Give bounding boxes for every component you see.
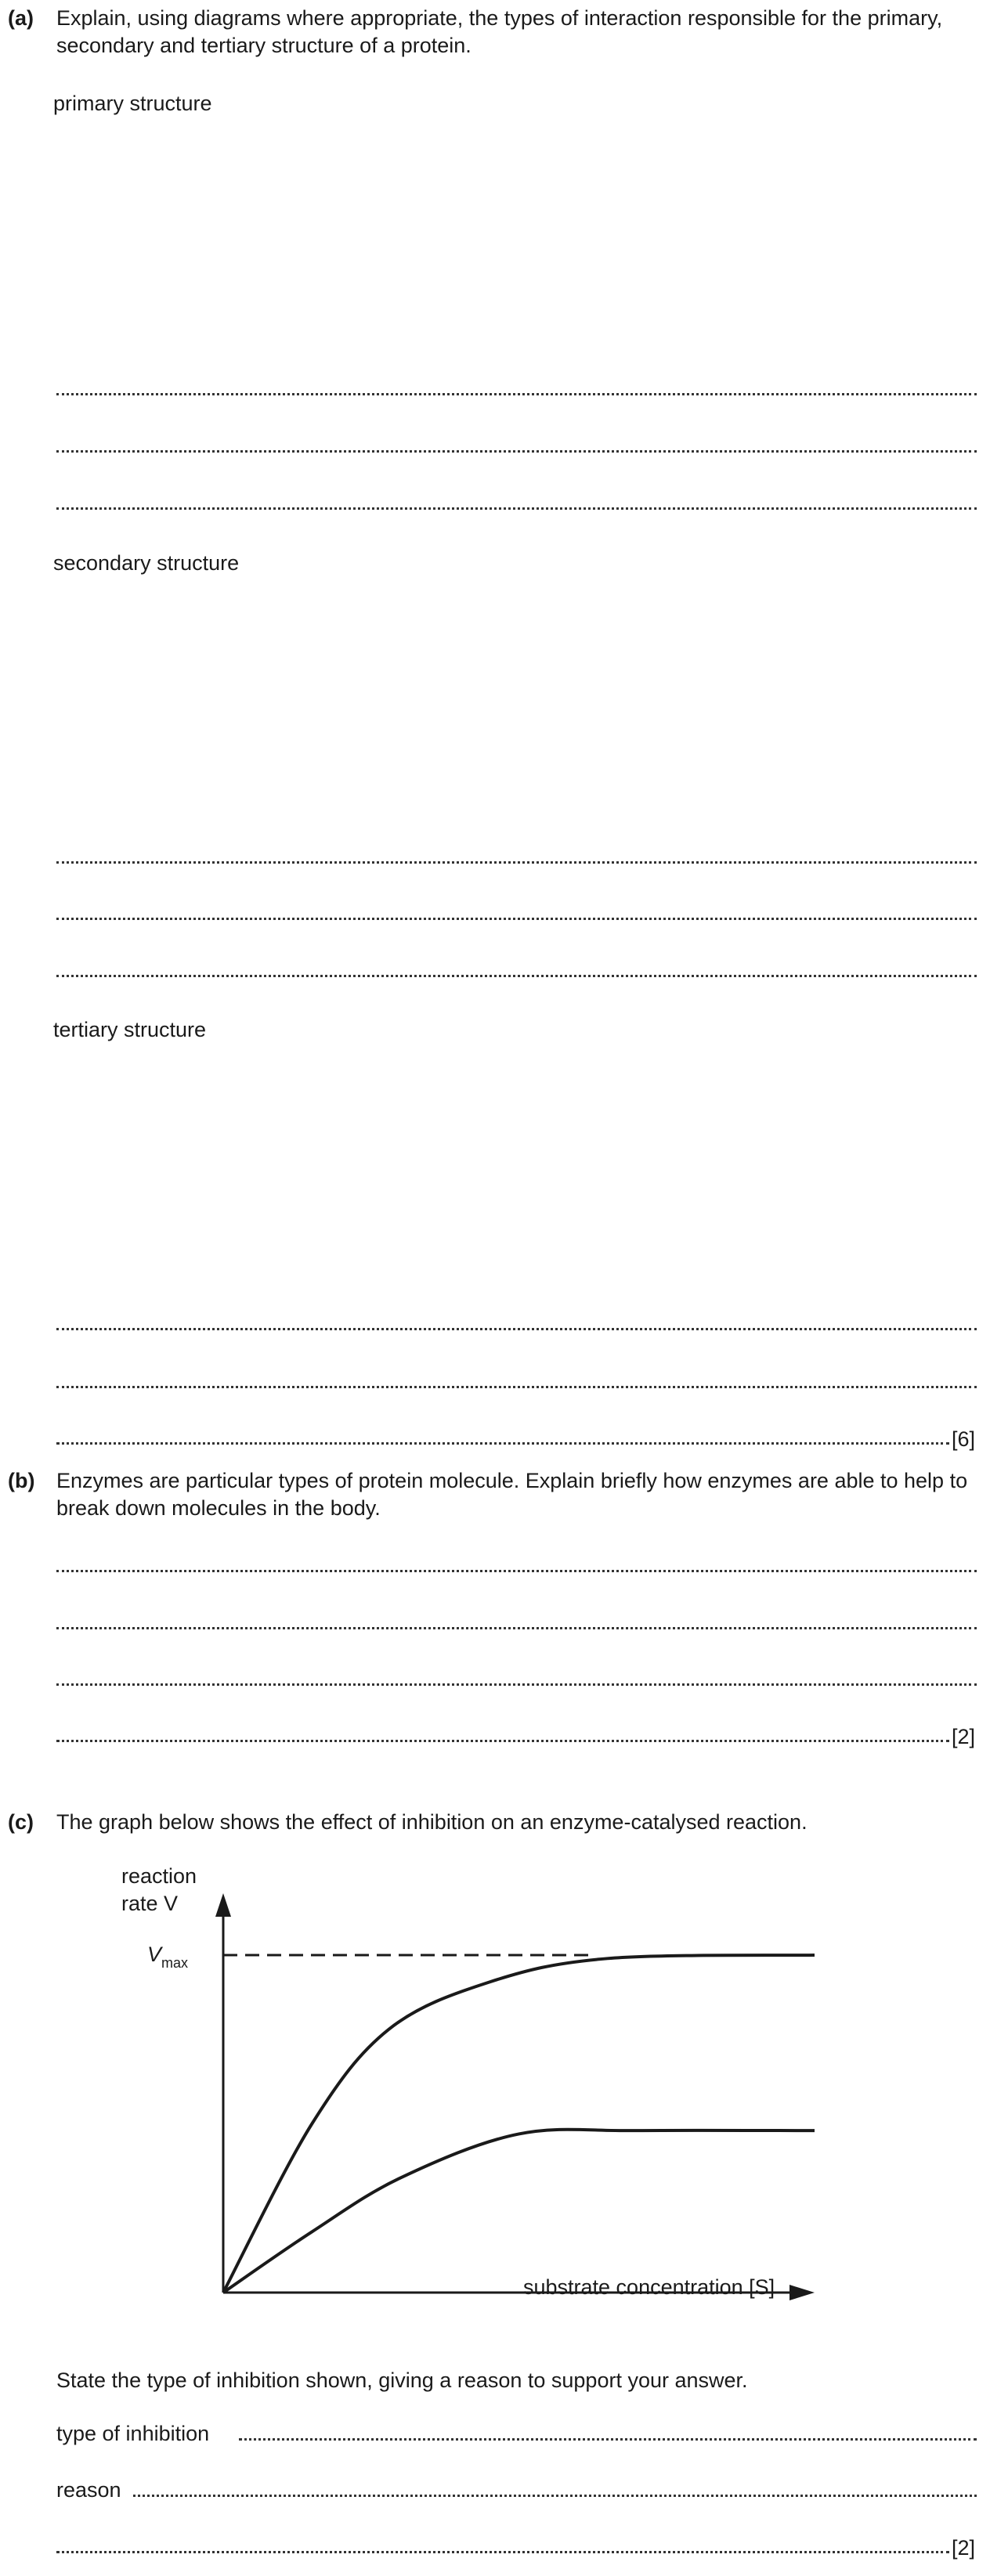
secondary-structure-heading: secondary structure xyxy=(53,551,240,575)
primary-structure-heading: primary structure xyxy=(53,92,212,115)
instruction-c: State the type of inhibition shown, giving a reason to support your answer. xyxy=(56,2369,748,2392)
marks-c: [2] xyxy=(952,2536,976,2560)
answer-line[interactable] xyxy=(56,2551,949,2553)
question-label-b: (b) xyxy=(8,1469,35,1492)
vmax-label xyxy=(147,1943,188,1971)
y-axis-label-line2: rate V xyxy=(121,1892,179,1915)
type-of-inhibition-answer-line[interactable] xyxy=(239,2438,977,2441)
uninhibited-curve xyxy=(223,1955,815,2293)
tertiary-structure-heading: tertiary structure xyxy=(53,1018,207,1041)
vmax-main: V xyxy=(147,1943,162,1966)
vmax-subscript: max xyxy=(161,1955,189,1971)
marks-a: [6] xyxy=(952,1427,976,1451)
question-prompt-c: The graph below shows the effect of inhibition on an enzyme-catalysed reaction. xyxy=(56,1810,808,1834)
x-axis-label: substrate concentration [S] xyxy=(523,2275,775,2299)
reason-label: reason xyxy=(56,2478,121,2502)
marks-b: [2] xyxy=(952,1725,976,1748)
y-axis-label-line1: reaction xyxy=(121,1864,197,1888)
question-label-c: (c) xyxy=(8,1810,34,1834)
y-axis-arrowhead xyxy=(215,1893,231,1917)
reason-answer-line[interactable] xyxy=(133,2495,977,2497)
inhibited-curve xyxy=(223,2130,815,2293)
question-label-a: (a) xyxy=(8,6,34,30)
x-axis-arrowhead xyxy=(789,2285,815,2300)
type-of-inhibition-label: type of inhibition xyxy=(56,2422,210,2445)
question-prompt-a: Explain, using diagrams where appropriate, the types of interaction responsible for the primary, secondary and tertiary structure of a protein. xyxy=(56,6,943,57)
question-prompt-b: Enzymes are particular types of protein molecule. Explain briefly how enzymes are able to help to break down molecules in the body. xyxy=(56,1469,968,1520)
